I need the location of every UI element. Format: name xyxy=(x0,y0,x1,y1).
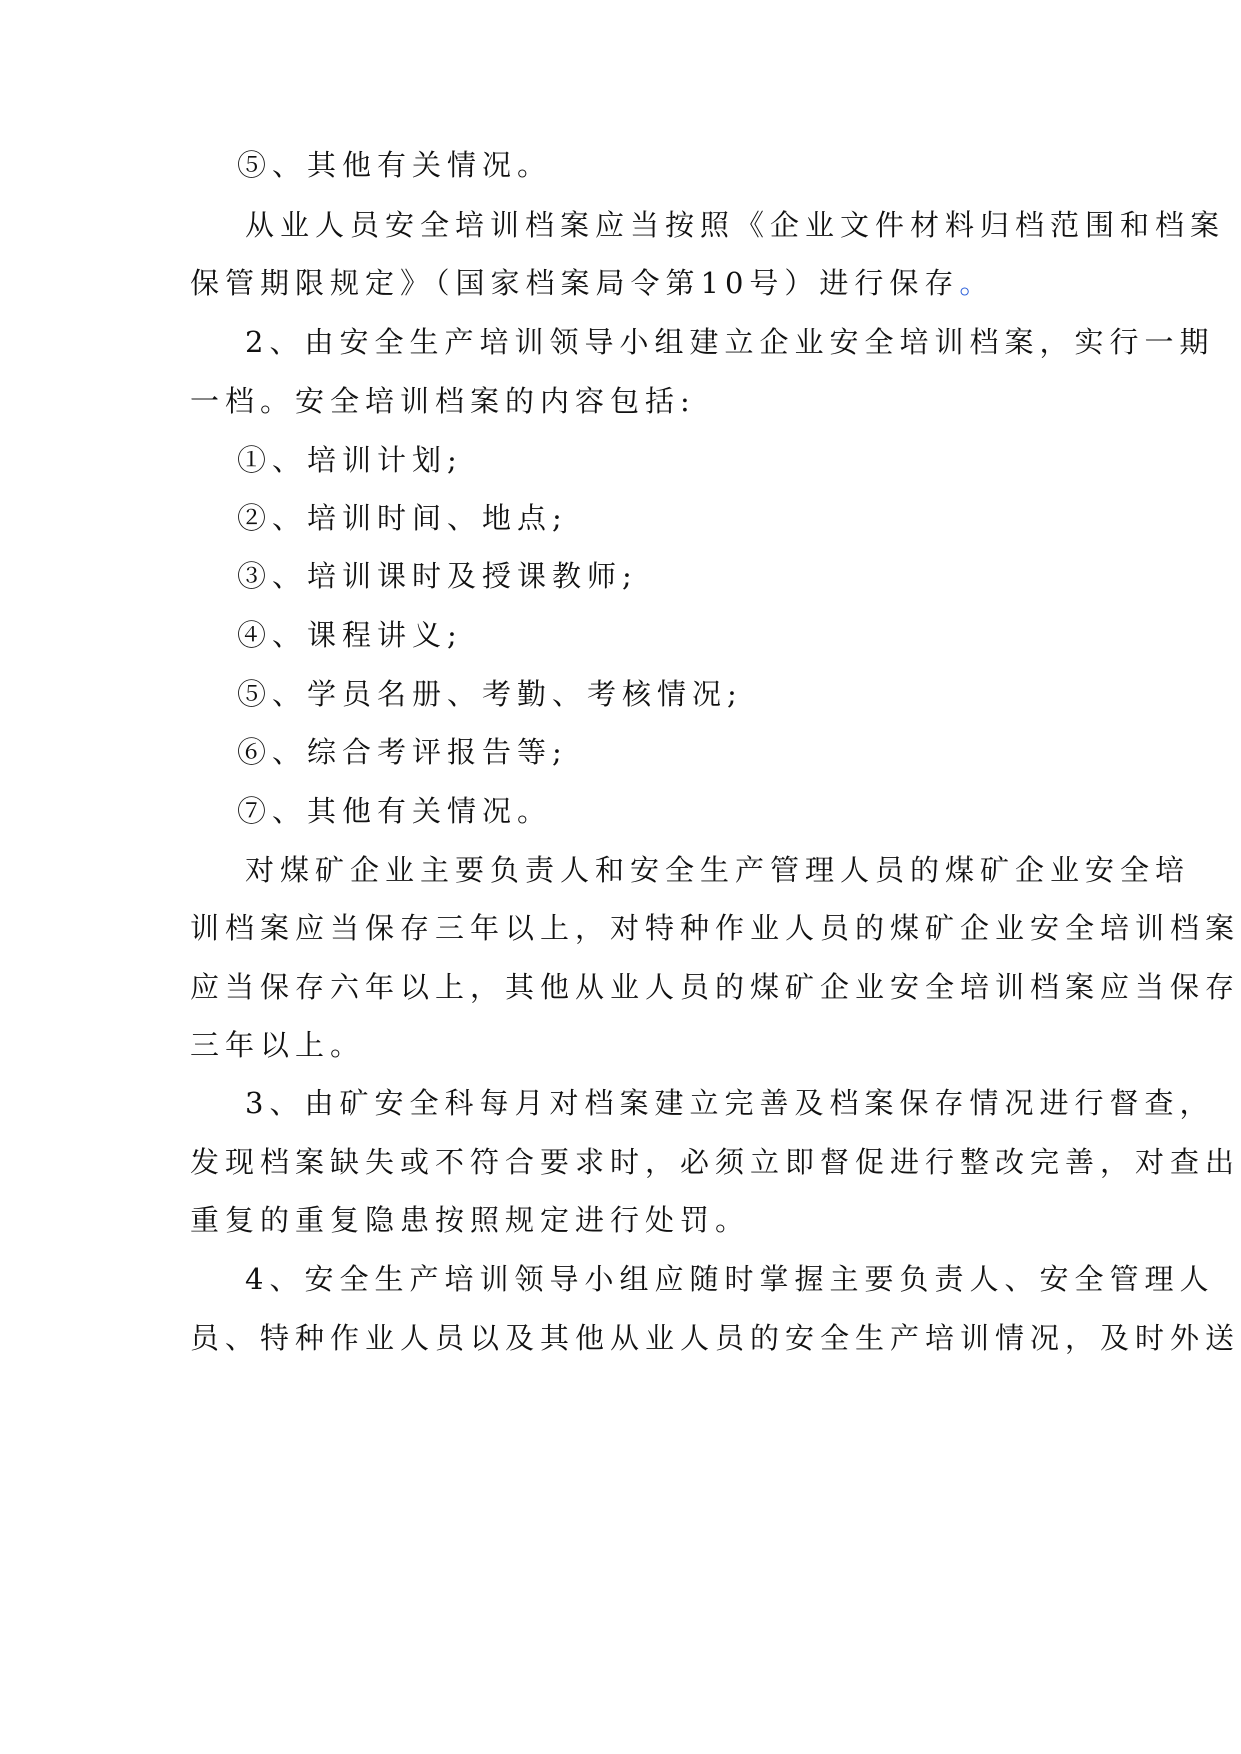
paragraph-line xyxy=(190,263,1052,303)
paragraph-line: 3、由矿安全科每月对档案建立完善及档案保存情况进行督查， xyxy=(245,1086,1215,1120)
paragraph-line: 对煤矿企业主要负责人和安全生产管理人员的煤矿企业安全培 xyxy=(245,853,1191,887)
paragraph-text: 保管期限规定》（国家档案局令第10号）进行保存 xyxy=(190,266,960,300)
paragraph-line: 三年以上。 xyxy=(190,1028,366,1062)
paragraph-line: 应当保存六年以上，其他从业人员的煤矿企业安全培训档案应当保存 xyxy=(190,970,1241,1004)
paragraph-line: 4、安全生产培训领导小组应随时掌握主要负责人、安全管理人 xyxy=(245,1262,1215,1296)
period-mark: 。 xyxy=(959,266,995,300)
list-item: ①、培训计划; xyxy=(237,443,463,477)
list-item: ⑤、其他有关情况。 xyxy=(237,148,553,182)
list-item: ④、课程讲义; xyxy=(237,618,463,652)
list-item: ③、培训课时及授课教师; xyxy=(237,559,638,593)
paragraph-line: 训档案应当保存三年以上，对特种作业人员的煤矿企业安全培训档案 xyxy=(190,911,1241,945)
paragraph-line: 2、由安全生产培训领导小组建立企业安全培训档案，实行一期 xyxy=(245,325,1215,359)
paragraph-line: 重复的重复隐患按照规定进行处罚。 xyxy=(190,1203,751,1237)
paragraph-line: 发现档案缺失或不符合要求时，必须立即督促进行整改完善，对查出 xyxy=(190,1145,1241,1179)
list-item: ⑤、学员名册、考勤、考核情况; xyxy=(237,677,743,711)
list-item: ⑦、其他有关情况。 xyxy=(237,794,553,828)
paragraph-line: 员、特种作业人员以及其他从业人员的安全生产培训情况，及时外送 xyxy=(190,1321,1241,1355)
paragraph-line: 一档。安全培训档案的内容包括: xyxy=(190,384,696,418)
list-item: ⑥、综合考评报告等; xyxy=(237,735,568,769)
list-item: ②、培训时间、地点; xyxy=(237,501,568,535)
paragraph-line: 从业人员安全培训档案应当按照《企业文件材料归档范围和档案 xyxy=(245,208,1226,242)
